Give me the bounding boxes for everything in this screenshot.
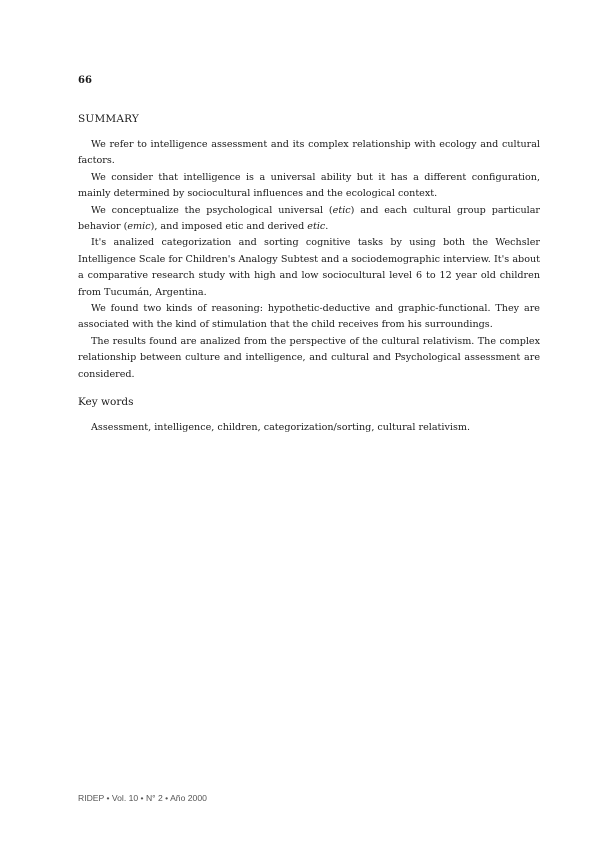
keywords-heading: Key words (78, 396, 134, 408)
summary-paragraph-6: The results found are analized from the perspective of the cultural relativism. The complex relationship between culture and intelligence, and cultural and Psychological assessment are considered. (78, 335, 540, 380)
summary-paragraph-4: It's analized categorization and sorting cognitive tasks by using both the Wechsler Intelligence Scale for Children's Analogy Subtest and a sociodemographic interview. It's about a comparative research study with high and low sociocultural level 6 to 12 year old children from Tucumán, Argentina. (78, 237, 540, 298)
summary-heading: SUMMARY (78, 113, 140, 125)
p3-term-emic: emic (127, 221, 151, 233)
summary-body (78, 137, 540, 383)
p3-term-etic: etic (332, 204, 351, 216)
page-number: 66 (78, 75, 92, 86)
summary-paragraph-5: We found two kinds of reasoning: hypothetic-deductive and graphic-functional. They are associated with the kind of stimulation that the child receives from his surroundings. (78, 303, 540, 331)
summary-paragraph-2: We consider that intelligence is a universal ability but it has a different configuration, mainly determined by sociocultural influences and the ecological context. (78, 171, 540, 200)
summary-paragraph-3 (78, 203, 540, 236)
p3-text-4: . (325, 221, 329, 233)
keywords-text: Assessment, intelligence, children, categorization/sorting, cultural relativism. (91, 422, 471, 433)
p3-text-2: ) and each cultural group particular behavior ( (78, 204, 540, 233)
summary-paragraph-1: We refer to intelligence assessment and its complex relationship with ecology and cultural factors. (78, 139, 540, 167)
p3-text-3: ), and imposed etic and derived (150, 221, 308, 233)
p3-text-1: We conceptualize the psychological universal ( (91, 204, 333, 216)
journal-footer: RIDEP • Vol. 10 • N° 2 • Año 2000 (78, 793, 207, 803)
p3-term-etic-derived: etic (307, 221, 326, 233)
